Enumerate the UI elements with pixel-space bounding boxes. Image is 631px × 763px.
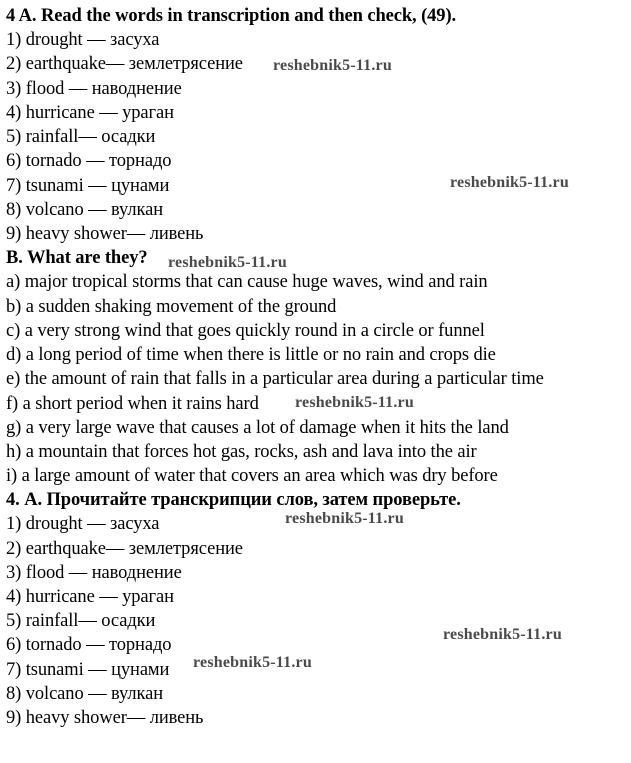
definition-item: h) a mountain that forces hot gas, rocks, ash and lava into the air [6,442,477,462]
list-item: 4) hurricane — ураган [6,103,174,123]
watermark-text: reshebnik5-11.ru [450,174,569,191]
watermark-text: reshebnik5-11.ru [168,254,287,271]
watermark-text: reshebnik5-11.ru [443,626,562,643]
list-item: 1) drought — засуха [6,514,160,534]
list-item: 9) heavy shower— ливень [6,708,204,728]
list-item: 2) earthquake— землетрясение [6,54,243,74]
list-item: 8) volcano — вулкан [6,200,164,220]
definition-item: g) a very large wave that causes a lot of damage when it hits the land [6,418,509,438]
list-item: 3) flood — наводнение [6,79,182,99]
list-item: 7) tsunami — цунами [6,176,170,196]
watermark-text: reshebnik5-11.ru [295,394,414,411]
definition-item: d) a long period of time when there is little or no rain and crops die [6,345,496,365]
definition-item: a) major tropical storms that can cause huge waves, wind and rain [6,272,488,292]
definition-item: b) a sudden shaking movement of the ground [6,297,337,317]
section-heading-ru: 4. А. Прочитайте транскрипции слов, затем проверьте. [6,490,461,510]
section-heading-a: 4 A. Read the words in transcription and then check, (49). [6,6,457,26]
definition-item: f) a short period when it rains hard [6,394,259,414]
section-heading-b: B. What are they? [6,248,148,268]
list-item: 8) volcano — вулкан [6,684,164,704]
definition-item: e) the amount of rain that falls in a particular area during a particular time [6,369,544,389]
watermark-text: reshebnik5-11.ru [273,57,392,74]
list-item: 6) tornado — торнадо [6,635,172,655]
list-item: 1) drought — засуха [6,30,160,50]
list-item: 2) earthquake— землетрясение [6,539,243,559]
list-item: 4) hurricane — ураган [6,587,174,607]
watermark-text: reshebnik5-11.ru [285,510,404,527]
list-item: 5) rainfall— осадки [6,127,156,147]
definition-item: c) a very strong wind that goes quickly round in a circle or funnel [6,321,485,341]
list-item: 9) heavy shower— ливень [6,224,204,244]
list-item: 6) tornado — торнадо [6,151,172,171]
list-item: 5) rainfall— осадки [6,611,156,631]
definition-item: i) a large amount of water that covers an area which was dry before [6,466,498,486]
list-item: 7) tsunami — цунами [6,660,170,680]
list-item: 3) flood — наводнение [6,563,182,583]
watermark-text: reshebnik5-11.ru [193,654,312,671]
